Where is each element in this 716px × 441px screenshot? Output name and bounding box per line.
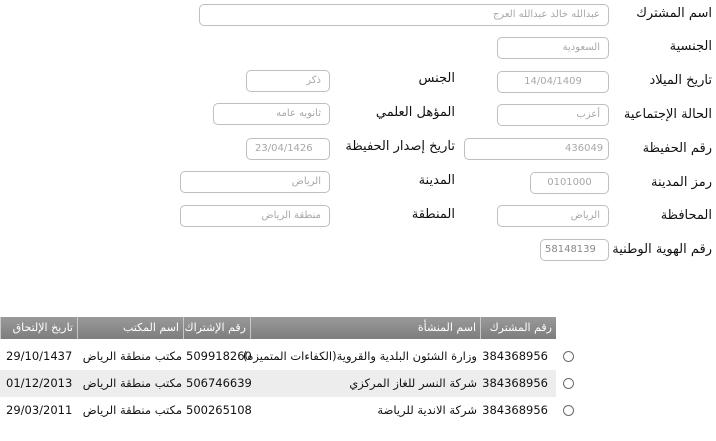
row-office: مكتب منطقة الرياض [82,349,182,363]
education-label: المؤهل العلمي [375,105,455,120]
row-select-radio[interactable] [563,378,574,389]
birth-date-label: تاريخ الميلاد [649,73,712,88]
region-label: المنطقة [411,207,455,222]
row-join-date: 29/10/1437 [6,349,73,363]
file-issue-date-label: تاريخ إصدار الحفيظة [345,139,455,154]
nationality-label: الجنسية [669,39,712,54]
header-establishment: اسم المنشأة [250,317,480,339]
row-subscriber-no: 384368956 [482,403,548,417]
table-row[interactable] [0,397,556,424]
national-id-label: رقم الهوية الوطنية [612,242,712,257]
header-office: اسم المكتب [77,317,183,339]
row-subscription-no: 509918260 [186,349,252,363]
row-office: مكتب منطقة الرياض [82,403,182,417]
education-field[interactable]: ثانويه عامه [213,103,330,125]
subscriber-name-field[interactable]: عبدالله خالد عبدالله العرج [199,4,609,26]
row-join-date: 29/03/2011 [6,403,73,417]
city-field[interactable]: الرياض [180,171,330,193]
row-establishment: وزارة الشئون البلدية والقروية(الكفاءات المتميزه) [242,349,477,363]
national-id-field[interactable]: 58148139 [540,239,609,261]
subscriber-name-label: اسم المشترك [636,6,712,21]
marital-status-field[interactable]: أعزب [497,104,609,126]
governorate-label: المحافظة [660,208,712,223]
marital-status-label: الحالة الإجتماعية [623,107,712,122]
row-office: مكتب منطقة الرياض [82,376,182,390]
birth-date-field[interactable]: 14/04/1409 [497,71,609,93]
region-field[interactable]: منطقة الرياض [180,205,330,227]
header-subscriber-no: رقم المشترك [480,317,556,339]
city-label: المدينة [418,173,455,188]
row-select-radio[interactable] [563,405,574,416]
row-subscription-no: 500265108 [186,403,252,417]
city-code-label: رمز المدينة [651,175,712,190]
file-issue-date-field[interactable]: 23/04/1426 [246,138,330,160]
file-number-field[interactable]: 436049 [464,138,609,160]
gender-label: الجنس [418,71,455,86]
row-establishment: شركة النسر للغاز المركزي [349,376,477,390]
file-number-label: رقم الحفيظة [642,141,712,156]
gender-field[interactable]: ذكر [246,70,330,92]
header-subscription-no: رقم الإشتراك [183,317,250,339]
table-row[interactable] [0,370,556,397]
city-code-field[interactable]: 0101000 [530,172,609,194]
nationality-field[interactable]: السعودية [497,37,609,59]
table-row[interactable] [0,343,556,370]
row-select-radio[interactable] [563,351,574,362]
row-subscriber-no: 384368956 [482,376,548,390]
row-subscription-no: 506746639 [186,376,252,390]
governorate-field[interactable]: الرياض [497,205,609,227]
row-join-date: 01/12/2013 [6,376,73,390]
header-join-date: تاريخ الإلتحاق [0,317,77,339]
row-subscriber-no: 384368956 [482,349,548,363]
row-establishment: شركة الاندية للرياضة [377,403,477,417]
